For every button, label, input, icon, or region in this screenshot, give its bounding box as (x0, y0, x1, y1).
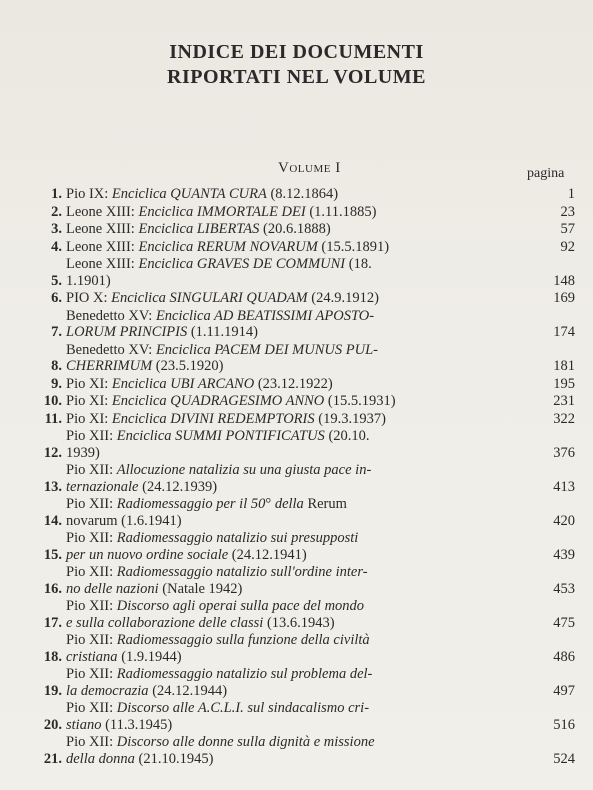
entry-title (66, 411, 539, 428)
entry-page-number: 1 (567, 186, 575, 202)
entry-text-segment: (19.3.1937) (314, 410, 386, 427)
entry-number: 11. (44, 410, 62, 427)
entry-page-number: 231 (553, 393, 575, 409)
entry-title (66, 632, 539, 665)
entry-text-segment: ° (265, 496, 272, 512)
entry-title (66, 290, 539, 307)
entry-title-line (66, 256, 533, 273)
entry-title-line (66, 342, 533, 359)
entry-title (66, 342, 539, 375)
entry-title-line (66, 239, 533, 256)
entry-page-number: 195 (553, 375, 575, 392)
entry-text-segment: Enciclica SUMMI PONTIFICATUS (116, 428, 325, 444)
entry-text-segment: (23.5.1920) (152, 358, 224, 374)
entry-text-segment: Enciclica SINGULARI QUADAM (111, 290, 308, 306)
entry-title (66, 734, 539, 767)
entry-number: 9. (51, 375, 62, 392)
entry-text-segment: Enciclica LIBERTAS (138, 221, 260, 237)
entry-title-line (66, 547, 533, 564)
entry-text-segment: Radiomessaggio sulla funzione della civiltà (116, 632, 370, 648)
entry-number: 5. (51, 272, 62, 289)
entry-text-segment: Pio XI: (66, 375, 112, 392)
entry-title-line (66, 666, 533, 683)
entry-page-number: 57 (560, 221, 575, 237)
entry-title-line (66, 598, 533, 615)
entry-text-segment: (20.6.1888) (259, 221, 331, 237)
entry-text-segment: Pio XI: (66, 393, 112, 409)
entry-title-line (66, 513, 533, 530)
entry-text-segment: (1.11.1914) (187, 324, 258, 340)
entry-text-segment: (20.10. (324, 428, 370, 444)
entry-text-segment: Leone XIII: (66, 238, 139, 255)
entry-title (66, 530, 539, 563)
entry-title (66, 700, 539, 733)
entry-number: 10. (43, 393, 62, 409)
entry-title (66, 666, 539, 699)
entry-text-segment: Radiomessaggio natalizio sul problema del- (116, 666, 373, 682)
entry-page-number: 420 (553, 512, 575, 529)
entry-number: 12. (43, 444, 62, 461)
index-entry (30, 186, 575, 203)
entry-title (66, 221, 539, 238)
entry-number: 3. (51, 221, 62, 237)
entry-text-segment: Enciclica QUADRAGESIMO ANNO (111, 393, 325, 409)
entry-page-number: 524 (553, 750, 575, 767)
entry-number: 4. (51, 238, 62, 255)
entry-text-segment: della donna (66, 750, 135, 767)
title-line-1: INDICE DEI DOCUMENTI (169, 41, 424, 63)
entry-text-segment: Enciclica RERUM NOVARUM (138, 238, 318, 255)
entry-text-segment: no delle nazioni (66, 580, 159, 597)
entry-title (66, 256, 539, 289)
entry-text-segment: (1.11.1885) (305, 203, 377, 220)
entry-text-segment: Pio IX: (66, 186, 112, 202)
index-entry (30, 393, 575, 410)
index-entry (30, 666, 575, 699)
index-entry (30, 342, 575, 375)
entry-text-segment: Pio XII: (66, 734, 117, 750)
entry-title (66, 564, 539, 597)
entry-number: 1. (51, 186, 62, 202)
page-column-label: pagina (527, 166, 565, 181)
entry-title-line (66, 530, 533, 547)
entry-text-segment: (11.3.1945) (101, 716, 173, 733)
entry-text-segment: Radiomessaggio natalizio sui presupposti (116, 530, 359, 546)
entry-title-line (66, 445, 533, 462)
entry-text-segment: Leone XIII: (66, 221, 139, 237)
entry-page-number: 169 (553, 290, 575, 306)
entry-title-line (66, 683, 533, 700)
entry-title (66, 204, 539, 221)
entry-number: 2. (51, 203, 62, 220)
entry-text-segment: Enciclica PACEM DEI MUNUS PUL- (155, 341, 378, 358)
entry-text-segment: Pio XII: (66, 564, 117, 580)
entry-title-line (66, 717, 533, 734)
entry-title (66, 393, 539, 410)
entry-title (66, 308, 539, 341)
entry-text-segment: 1939) (66, 444, 100, 461)
entry-title (66, 428, 539, 461)
entry-title (66, 496, 539, 529)
entry-number: 20. (43, 716, 62, 733)
entry-text-segment: novarum (1.6.1941) (66, 512, 182, 529)
entry-page-number: 148 (553, 272, 575, 289)
volume-label: Volume I (278, 160, 341, 176)
entry-title (66, 239, 539, 256)
index-entry (30, 700, 575, 733)
entry-text-segment: stiano (66, 716, 102, 733)
entry-title (66, 598, 539, 631)
entry-number: 14. (43, 512, 62, 529)
entry-text-segment: (18. (345, 256, 372, 272)
entry-page-number: 486 (553, 648, 575, 665)
title-line-2: RIPORTATI NEL VOLUME (167, 66, 426, 88)
entry-page-number: 181 (553, 358, 575, 374)
index-entry (30, 221, 575, 238)
entry-text-segment: (15.5.1931) (324, 393, 396, 409)
entry-title-line (66, 564, 533, 581)
entry-text-segment: (24.12.1939) (138, 478, 218, 495)
entry-text-segment: ternazionale (66, 478, 139, 495)
entry-title-line (66, 376, 533, 393)
entry-text-segment: Pio XII: (66, 530, 117, 546)
entry-text-segment: Enciclica DIVINI REDEMPTORIS (111, 410, 315, 427)
entry-text-segment: (23.12.1922) (254, 375, 333, 392)
entry-text-segment: Discorso alle donne sulla dignità e missione (116, 734, 375, 750)
entry-text-segment: Enciclica AD BEATISSIMI APOSTO- (155, 307, 375, 324)
index-entry (30, 462, 575, 495)
entry-title-line (66, 615, 533, 632)
index-entry (30, 239, 575, 256)
entry-title-line (66, 462, 533, 479)
entry-page-number: 475 (553, 614, 575, 631)
entry-text-segment: (24.12.1941) (228, 546, 307, 563)
index-entry (30, 598, 575, 631)
entry-text-segment: CHERRIMUM (66, 358, 153, 374)
entry-title-line (66, 290, 533, 307)
entry-text-segment: PIO X: (66, 290, 112, 306)
index-entry (30, 376, 575, 393)
entry-title-line (66, 186, 533, 203)
entry-text-segment: Benedetto XV: (66, 341, 156, 358)
entry-title-line (66, 649, 533, 666)
entry-text-segment: la democrazia (66, 682, 149, 699)
entry-page-number: 497 (553, 682, 575, 699)
entry-title-line (66, 324, 533, 341)
entry-number: 13. (43, 478, 62, 495)
entry-number: 18. (43, 648, 62, 665)
entry-number: 6. (51, 290, 62, 306)
index-entry (30, 204, 575, 221)
index-entry (30, 734, 575, 767)
entry-text-segment: Enciclica GRAVES DE COMMUNI (138, 256, 346, 272)
index-entries (30, 186, 575, 768)
index-entry (30, 428, 575, 461)
entry-title-line (66, 393, 533, 410)
entry-number: 19. (43, 682, 62, 699)
entry-title-line (66, 428, 533, 445)
entry-text-segment: Leone XIII: (66, 256, 139, 272)
entry-text-segment: Pio XII: (66, 462, 117, 478)
entry-page-number: 92 (560, 238, 575, 255)
index-entry (30, 564, 575, 597)
entry-text-segment: Pio XII: (66, 632, 117, 648)
entry-text-segment: (Natale 1942) (158, 580, 243, 597)
entry-title-line (66, 221, 533, 238)
entry-text-segment: Allocuzione natalizia su una giusta pace in- (116, 462, 372, 478)
entry-number: 16. (43, 580, 62, 597)
entry-text-segment: Radiomessaggio per il 50 (116, 496, 266, 512)
entry-text-segment: (24.9.1912) (307, 290, 379, 306)
entry-text-segment: Leone XIII: (66, 203, 139, 220)
entry-page-number: 174 (553, 324, 575, 340)
entry-number: 21. (43, 750, 62, 767)
entry-text-segment: Pio XII: (66, 598, 117, 614)
entry-title-line (66, 734, 533, 751)
entry-title (66, 376, 539, 393)
entry-text-segment: Pio XII: (66, 496, 117, 512)
entry-text-segment: (24.12.1944) (148, 682, 228, 699)
entry-page-number: 453 (553, 580, 575, 597)
entry-title-line (66, 632, 533, 649)
entry-text-segment: (13.6.1943) (263, 614, 335, 631)
entry-text-segment: Rerum (307, 496, 347, 512)
entry-title-line (66, 496, 533, 513)
index-entry (30, 496, 575, 529)
index-entry (30, 308, 575, 341)
entry-text-segment: (21.10.1945) (134, 750, 214, 767)
index-entry (30, 256, 575, 289)
entry-page-number: 322 (553, 410, 575, 427)
entry-page-number: 23 (560, 203, 575, 220)
entry-text-segment: Discorso agli operai sulla pace del mondo (116, 598, 365, 614)
entry-title-line (66, 581, 533, 598)
entry-text-segment: (8.12.1864) (266, 186, 339, 202)
entry-text-segment: della (271, 496, 308, 512)
page-title (0, 40, 593, 90)
entry-title (66, 186, 539, 203)
entry-title-line (66, 700, 533, 717)
entry-text-segment: (1.9.1944) (117, 648, 182, 665)
entry-text-segment: 1.1901) (66, 272, 111, 289)
index-entry (30, 530, 575, 563)
entry-text-segment: Benedetto XV: (66, 307, 156, 324)
entry-title-line (66, 358, 533, 375)
entry-number: 8. (51, 358, 62, 374)
entry-title-line (66, 751, 533, 768)
entry-title-line (66, 308, 533, 325)
entry-title-line (66, 273, 533, 290)
entry-page-number: 439 (553, 546, 575, 563)
entry-page-number: 516 (553, 716, 575, 733)
entry-text-segment: per un nuovo ordine sociale (66, 546, 229, 563)
entry-title-line (66, 411, 533, 428)
entry-text-segment: Enciclica QUANTA CURA (111, 186, 267, 202)
entry-text-segment: (15.5.1891) (317, 238, 390, 255)
entry-text-segment: Pio XII: (66, 428, 117, 444)
entry-title-line (66, 204, 533, 221)
entry-text-segment: Radiomessaggio natalizio sull'ordine inter- (116, 564, 368, 580)
entry-text-segment: Pio XII: (66, 666, 117, 682)
index-entry (30, 411, 575, 428)
entry-title-line (66, 479, 533, 496)
entry-text-segment: Pio XII: (66, 700, 117, 716)
entry-text-segment: Discorso alle A.C.L.I. sul sindacalismo cri- (116, 700, 370, 716)
entry-page-number: 376 (553, 444, 575, 461)
entry-title (66, 462, 539, 495)
index-entry (30, 290, 575, 307)
entry-text-segment: cristiana (66, 648, 118, 665)
index-entry (30, 632, 575, 665)
entry-text-segment: Enciclica IMMORTALE DEI (138, 203, 306, 220)
entry-number: 7. (51, 324, 62, 340)
entry-text-segment: LORUM PRINCIPIS (66, 324, 188, 340)
entry-text-segment: Enciclica UBI ARCANO (111, 375, 255, 392)
entry-number: 15. (43, 546, 62, 563)
entry-text-segment: Pio XI: (66, 410, 112, 427)
entry-text-segment: e sulla collaborazione delle classi (66, 614, 264, 631)
entry-page-number: 413 (553, 478, 575, 495)
entry-number: 17. (43, 614, 62, 631)
